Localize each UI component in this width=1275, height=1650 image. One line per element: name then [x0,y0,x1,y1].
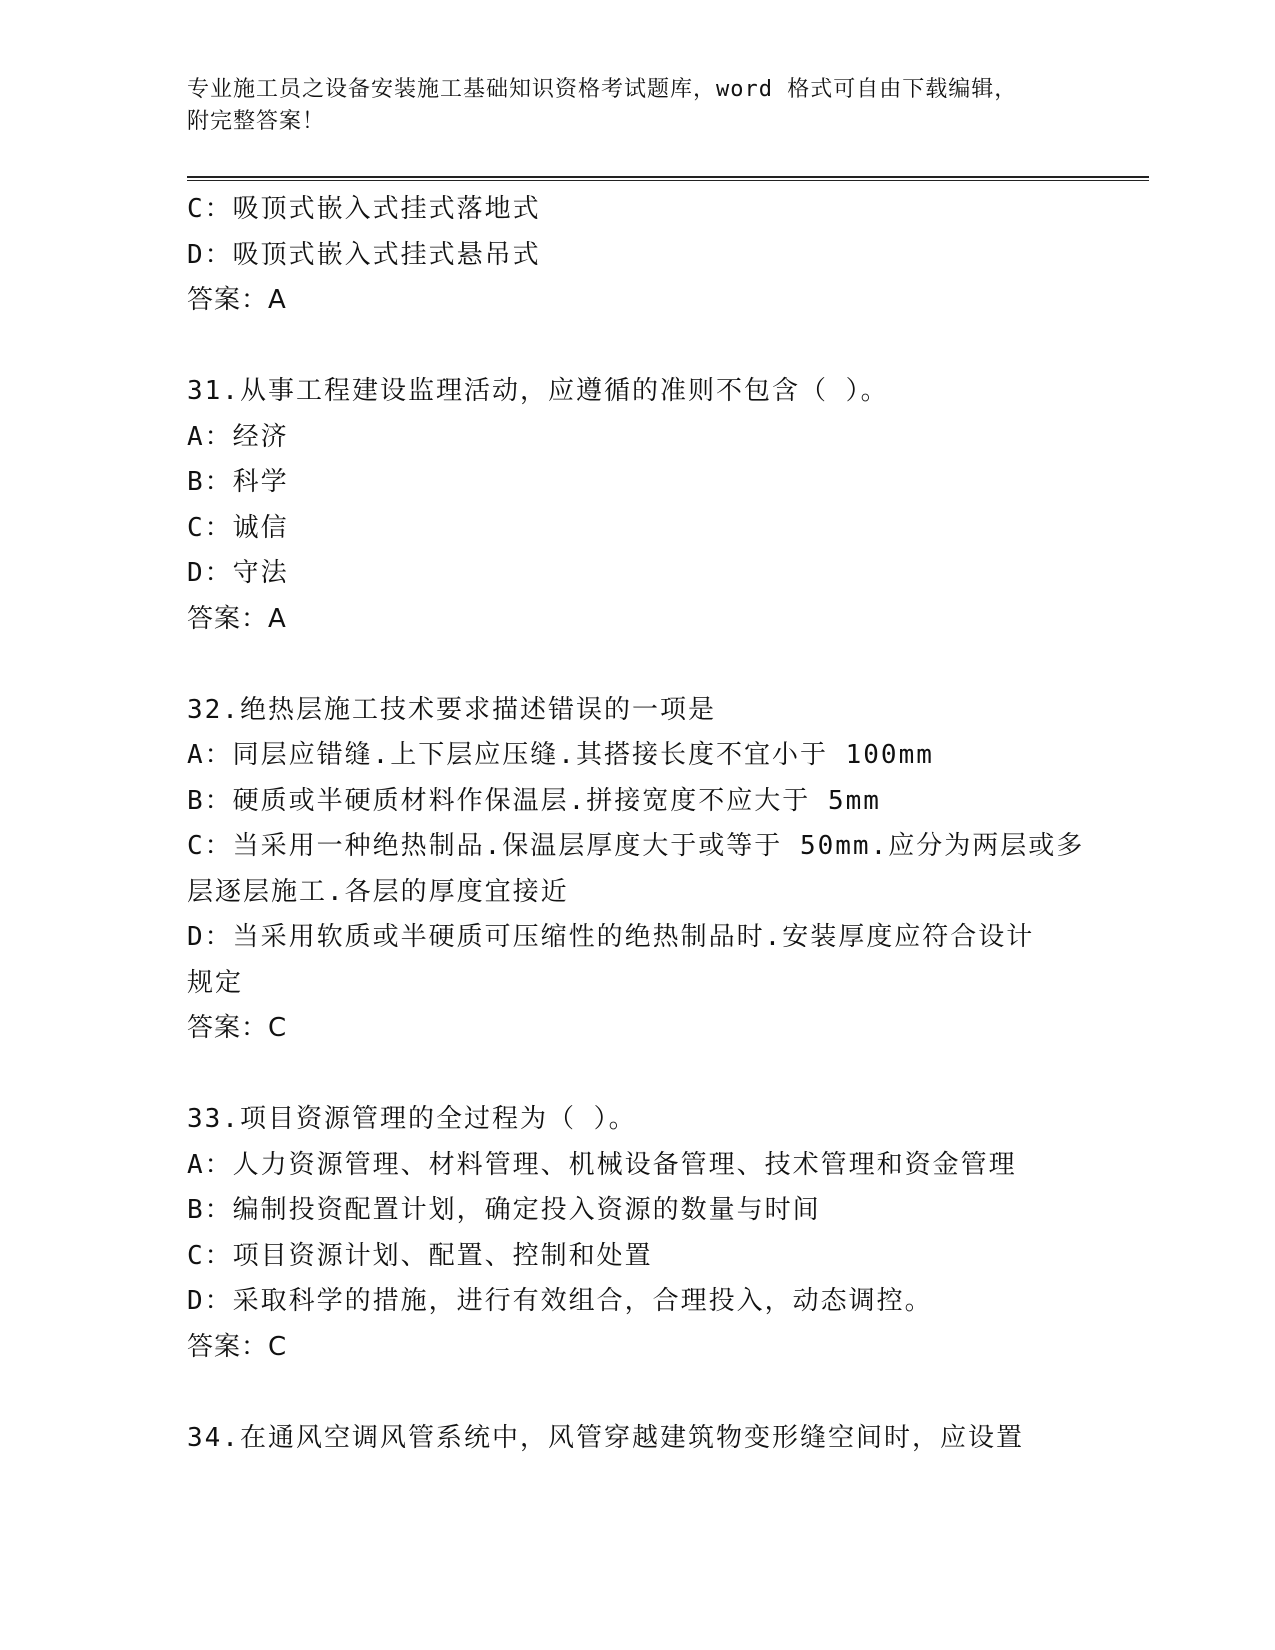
option-c-line-1: C：当采用一种绝热制品.保温层厚度大于或等于 50mm.应分为两层或多 [187,831,1085,861]
option-d: D：守法 [187,558,289,588]
answer: 答案：A [187,603,287,634]
document-header [187,74,1067,138]
question-content [187,187,1087,1461]
option-a: A：人力资源管理、材料管理、机械设备管理、技术管理和资金管理 [187,1149,1017,1180]
option-a: A：同层应错缝.上下层应压缝.其搭接长度不宜小于 100mm [187,740,934,770]
option-d: D：吸顶式嵌入式挂式悬吊式 [187,239,541,270]
option-d-line-1: D：当采用软质或半硬质可压缩性的绝热制品时.安装厚度应符合设计 [187,922,1035,952]
spacer [187,1370,1087,1416]
header-divider [187,176,1149,181]
spacer [187,324,1087,370]
option-c: C：诚信 [187,512,289,543]
previous-question-tail [187,187,1087,324]
answer: 答案：C [187,1013,288,1043]
header-line-2: 附完整答案！ [187,109,326,134]
option-c: C：项目资源计划、配置、控制和处置 [187,1240,653,1271]
question-stem: 33.项目资源管理的全过程为（ ）。 [187,1104,637,1134]
question-stem: 32.绝热层施工技术要求描述错误的一项是 [187,694,716,725]
spacer [187,1052,1087,1098]
option-b: B：科学 [187,467,289,497]
answer: 答案：A [187,285,287,315]
question-34 [187,1416,1087,1462]
option-c-line-2: 层逐层施工.各层的厚度宜接近 [187,876,569,907]
question-31 [187,369,1087,642]
option-c: C：吸顶式嵌入式挂式落地式 [187,194,541,224]
question-stem: 31.从事工程建设监理活动，应遵循的准则不包含（ ）。 [187,376,889,406]
option-d-line-2: 规定 [187,967,244,998]
question-32 [187,688,1087,1052]
option-d: D：采取科学的措施，进行有效组合，合理投入，动态调控。 [187,1286,933,1316]
spacer [187,642,1087,688]
header-line-1: 专业施工员之设备安装施工基础知识资格考试题库，word 格式可自由下载编辑， [187,77,1018,102]
question-33 [187,1097,1087,1370]
question-stem: 34.在通风空调风管系统中，风管穿越建筑物变形缝空间时，应设置 [187,1422,1024,1453]
option-b: B：硬质或半硬质材料作保温层.拼接宽度不应大于 5mm [187,785,881,816]
answer: 答案：C [187,1331,288,1362]
option-b: B：编制投资配置计划，确定投入资源的数量与时间 [187,1195,821,1225]
option-a: A：经济 [187,421,289,452]
